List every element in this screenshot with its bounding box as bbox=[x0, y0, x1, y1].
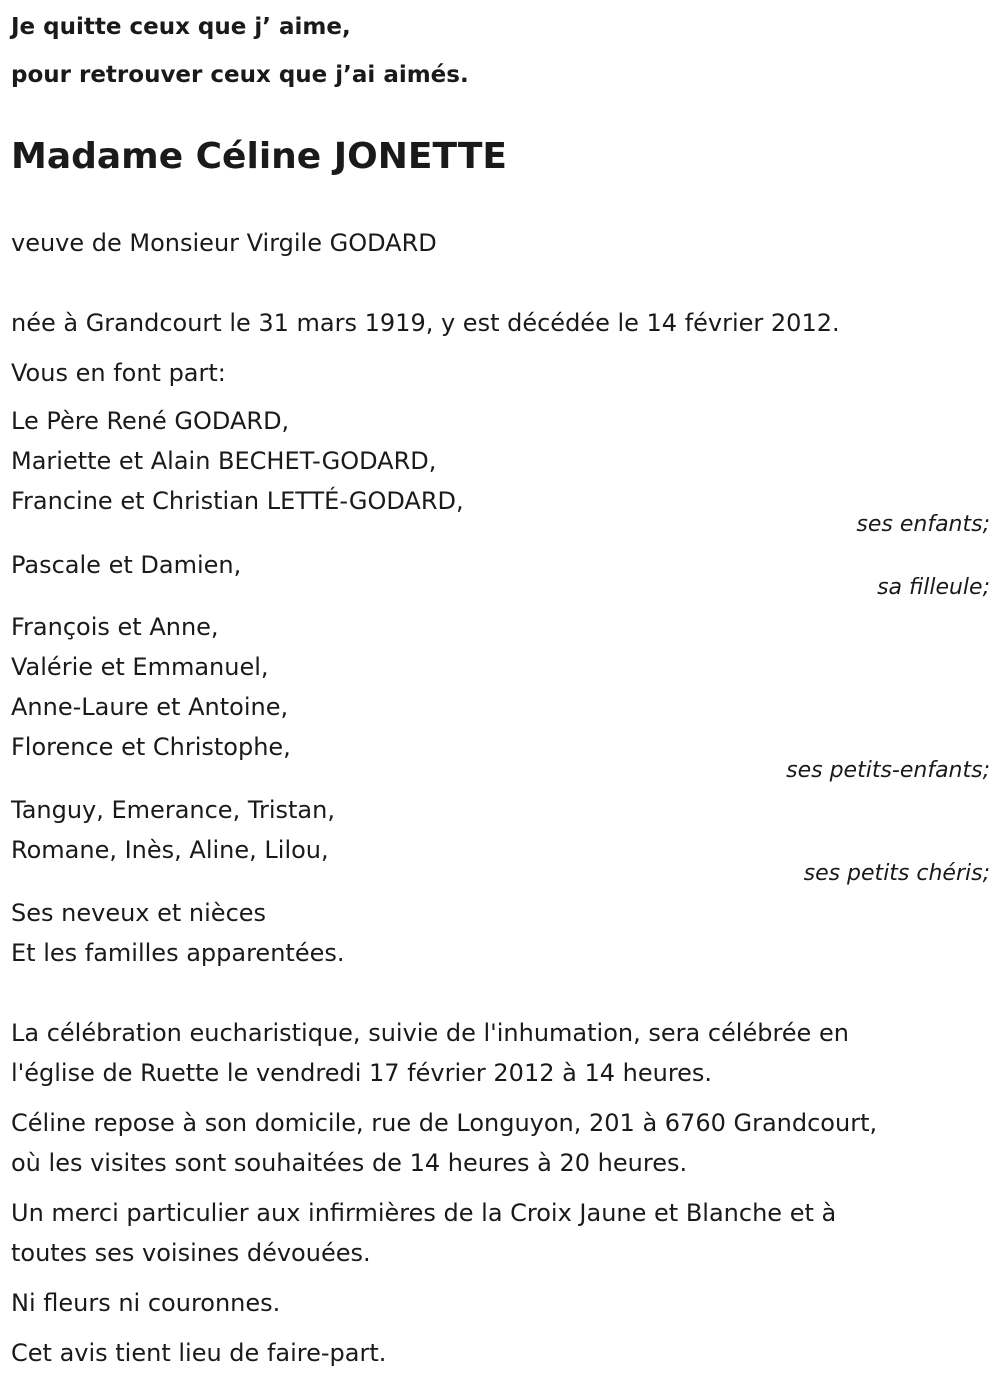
goddaughter-line: Pascale et Damien, bbox=[11, 551, 242, 579]
grandchildren-line: François et Anne, bbox=[11, 613, 219, 641]
notice-statement: Cet avis tient lieu de faire-part. bbox=[11, 1339, 387, 1367]
thanks-line: Un merci particulier aux infirmières de la Croix Jaune et Blanche et à bbox=[11, 1199, 837, 1227]
little-darlings-line: Tanguy, Emerance, Tristan, bbox=[11, 796, 335, 824]
grandchildren-line: Florence et Christophe, bbox=[11, 733, 291, 761]
no-flowers: Ni fleurs ni couronnes. bbox=[11, 1289, 281, 1317]
widow-of: veuve de Monsieur Virgile GODARD bbox=[11, 229, 437, 257]
thanks-line: toutes ses voisines dévouées. bbox=[11, 1239, 371, 1267]
visitation-line: Céline repose à son domicile, rue de Longuyon, 201 à 6760 Grandcourt, bbox=[11, 1109, 878, 1137]
visitation-line: où les visites sont souhaitées de 14 heures à 20 heures. bbox=[11, 1149, 688, 1177]
birth-death: née à Grandcourt le 31 mars 1919, y est décédée le 14 février 2012. bbox=[11, 309, 840, 337]
deceased-name: Madame Céline JONETTE bbox=[11, 136, 507, 177]
little-darlings-line: Romane, Inès, Aline, Lilou, bbox=[11, 836, 329, 864]
ceremony-line: l'église de Ruette le vendredi 17 février 2012 à 14 heures. bbox=[11, 1059, 713, 1087]
epitaph-line: pour retrouver ceux que j’ai aimés. bbox=[11, 62, 469, 88]
children-line: Le Père René GODARD, bbox=[11, 407, 290, 435]
ceremony-line: La célébration eucharistique, suivie de l'inhumation, sera célébrée en bbox=[11, 1019, 849, 1047]
goddaughter-role: sa filleule; bbox=[877, 575, 990, 600]
grandchildren-role: ses petits-enfants; bbox=[786, 758, 990, 783]
little-darlings-role: ses petits chéris; bbox=[803, 861, 990, 886]
others-line: Ses neveux et nièces bbox=[11, 899, 267, 927]
grandchildren-line: Valérie et Emmanuel, bbox=[11, 653, 269, 681]
children-line: Mariette et Alain BECHET-GODARD, bbox=[11, 447, 437, 475]
epitaph-line: Je quitte ceux que j’ aime, bbox=[11, 14, 351, 40]
children-role: ses enfants; bbox=[856, 512, 990, 537]
children-line: Francine et Christian LETTÉ-GODARD, bbox=[11, 487, 464, 515]
others-line: Et les familles apparentées. bbox=[11, 939, 345, 967]
announcement: Vous en font part: bbox=[11, 359, 226, 387]
grandchildren-line: Anne-Laure et Antoine, bbox=[11, 693, 289, 721]
